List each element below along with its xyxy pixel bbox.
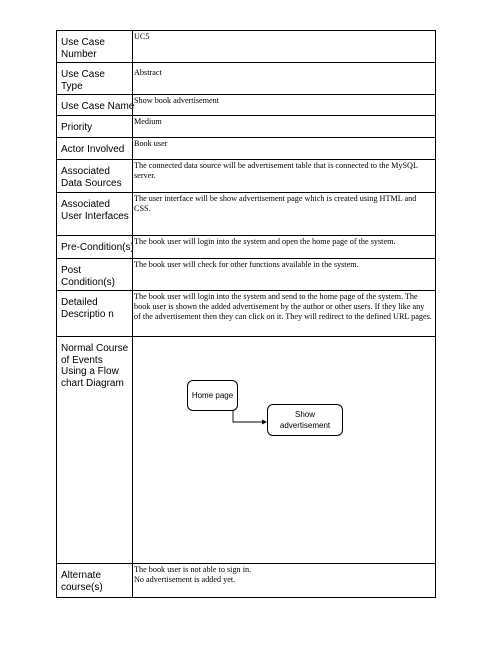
value-use-case-number: UC5 [134,32,150,41]
label-alternate-course: Alternate course(s) [61,570,103,593]
label-post-conditions: Post Condition(s) [61,265,115,288]
row-pre-conditions [57,236,436,259]
value-use-case-name: Show book advertisement [134,96,220,105]
value-post-conditions: The book user will check for other functions available in the system. [134,260,359,269]
flow-node-home-page: Home page [187,380,238,411]
value-detailed-description: The book user will login into the system and send to the home page of the system. The book user is shown the added advertisement by the author or other users. If they like any of the advertisement then they can click on it. They will redirect to the defined URL pages. [134,292,432,321]
value-alternate-line-1: The book user is not able to sign in. [134,565,252,574]
value-associated-user-interfaces: The user interface will be show advertisement page which is created using HTML and CSS. [134,194,417,213]
value-use-case-type: Abstract [134,68,162,77]
row-use-case-name [57,95,436,116]
label-associated-data-sources: Associated Data Sources [61,166,122,189]
value-pre-conditions: The book user will login into the system and open the home page of the system. [134,237,396,246]
label-priority: Priority [61,122,93,133]
label-associated-user-interfaces: Associated User Interfaces [61,199,129,222]
value-associated-data-sources: The connected data source will be advertisement table that is connected to the MySQL server. [134,161,418,180]
row-use-case-type [57,63,436,95]
row-post-conditions [57,259,436,291]
label-flow-chart: Normal Course of Events Using a Flow chart Diagram [61,343,129,389]
use-case-table [56,30,436,598]
value-actor-involved: Book user [134,139,168,148]
label-pre-conditions: Pre-Condition(s) [61,242,134,253]
label-use-case-number: Use Case Number [61,37,105,60]
row-detailed-description [57,291,436,337]
label-detailed-description: Detailed Descriptio n [61,297,114,320]
flow-chart-diagram [133,337,436,564]
label-use-case-name: Use Case Name [61,101,135,112]
row-flow-chart [57,337,436,564]
row-associated-data-sources [57,160,436,193]
flow-node-show-advertisement: Show advertisement [267,404,343,436]
flow-chart-connector [133,337,437,564]
label-actor-involved: Actor Involved [61,144,125,155]
row-associated-user-interfaces [57,193,436,236]
row-priority [57,116,436,138]
row-actor-involved [57,138,436,160]
row-use-case-number [57,31,436,63]
value-priority: Medium [134,117,162,126]
value-alternate-line-2: No advertisement is added yet. [134,575,236,584]
label-use-case-type: Use Case Type [61,69,105,92]
row-alternate-course [57,564,436,598]
